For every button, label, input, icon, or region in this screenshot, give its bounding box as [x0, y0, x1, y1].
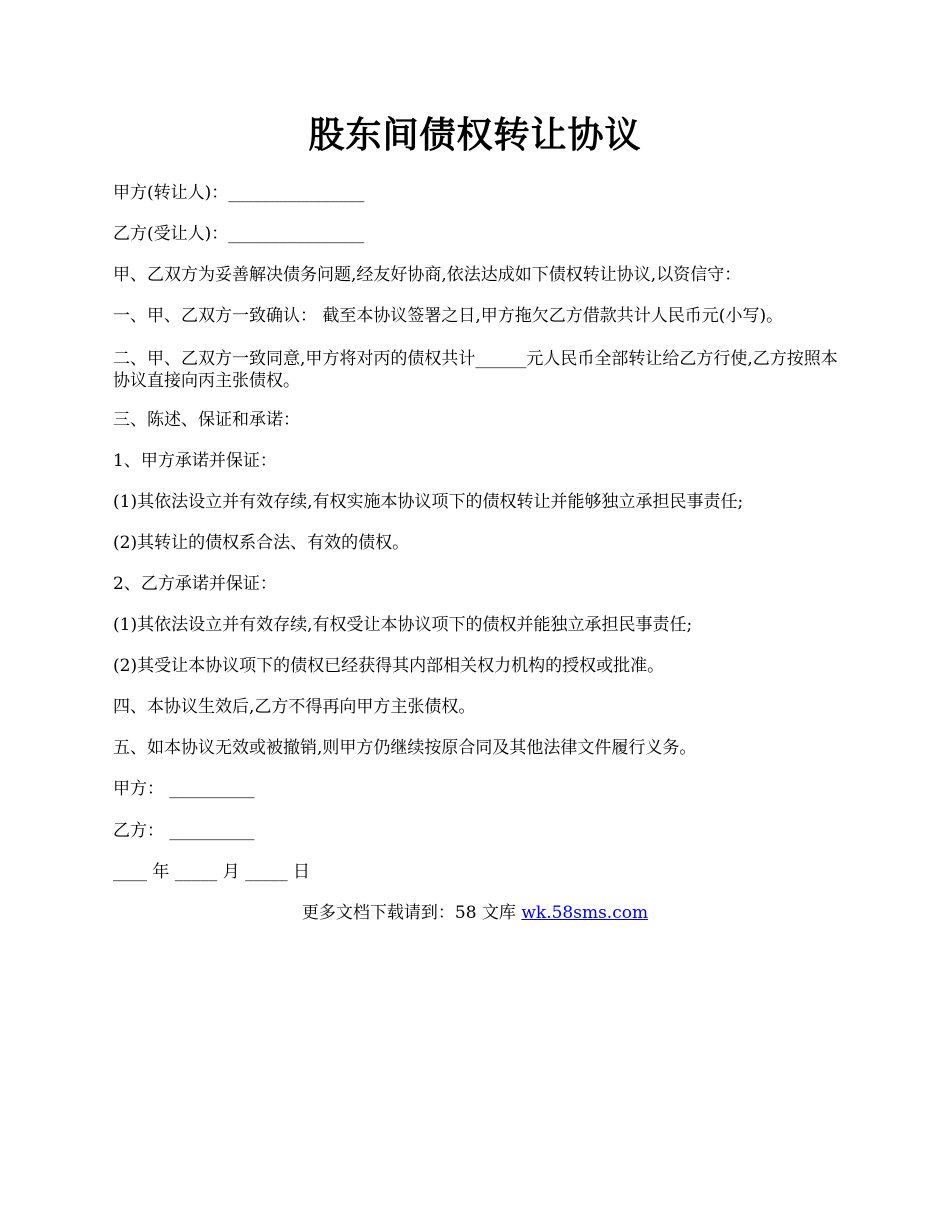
clause-2: 二、甲、乙双方一致同意,甲方将对丙的债权共计______元人民币全部转让给乙方行使,乙方按照本协议直接向丙主张债权。 [113, 349, 838, 391]
footer-link[interactable]: wk.58sms.com [521, 903, 649, 923]
clause-4: 四、本协议生效后,乙方不得再向甲方主张债权。 [113, 697, 476, 717]
party-b-line: 乙方(受让人)：________________ [113, 224, 365, 244]
clause-3-1: 1、甲方承诺并保证： [113, 451, 277, 471]
clause-3: 三、陈述、保证和承诺： [113, 410, 300, 430]
clause-3-1-a: (1)其依法设立并有效存续,有权实施本协议项下的债权转让并能够独立承担民事责任; [113, 492, 744, 512]
signature-party-a: 甲方： __________ [113, 779, 255, 799]
intro-paragraph: 甲、乙双方为妥善解决债务问题,经友好协商,依法达成如下债权转让协议,以资信守： [113, 265, 742, 285]
clause-3-2: 2、乙方承诺并保证： [113, 574, 277, 594]
date-line: ____ 年 _____ 月 _____ 日 [113, 862, 311, 882]
footer-text: 更多文档下载请到：58 文库 [301, 903, 522, 923]
clause-3-2-b: (2)其受让本协议项下的债权已经获得其内部相关权力机构的授权或批准。 [113, 656, 665, 676]
party-a-line: 甲方(转让人)：________________ [113, 183, 365, 203]
clause-1: 一、甲、乙双方一致确认： 截至本协议签署之日,甲方拖欠乙方借款共计人民币元(小写)。 [113, 306, 784, 326]
document-title: 股东间债权转让协议 [308, 114, 642, 156]
footer [0, 902, 950, 924]
signature-party-b: 乙方： __________ [113, 821, 255, 841]
clause-3-1-b: (2)其转让的债权系合法、有效的债权。 [113, 533, 410, 553]
clause-3-2-a: (1)其依法设立并有效存续,有权受让本协议项下的债权并能独立承担民事责任; [113, 615, 693, 635]
clause-5: 五、如本协议无效或被撤销,则甲方仍继续按原合同及其他法律文件履行义务。 [113, 738, 697, 758]
